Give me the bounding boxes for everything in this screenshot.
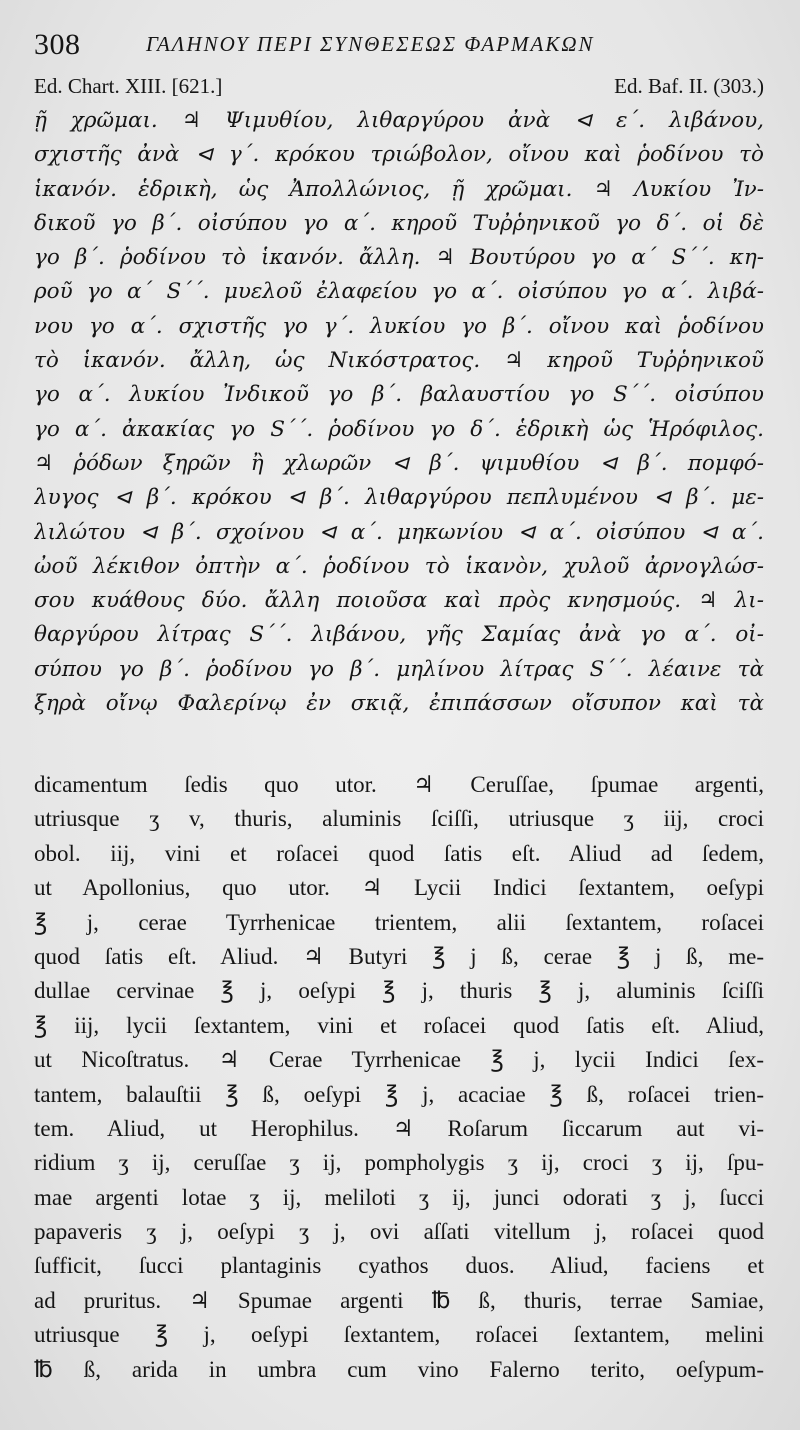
greek-line: λιλώτου ⊲ β΄. σχοίνου ⊲ α΄. μηκωνίου ⊲ α΄. οἰσύπου ⊲ α΄.: [34, 519, 764, 545]
greek-line: ὠοῦ λέκιθον ὀπτὴν α΄. ῥοδίνου τὸ ἱκανὸν, χυλοῦ ἀρνογλώσ-: [34, 553, 764, 579]
edition-reference: [34, 74, 764, 102]
page-number: 308: [34, 28, 81, 61]
latin-line: ſufficit, ſucci plantaginis cyathos duos. Aliud, faciens et: [34, 1253, 764, 1279]
latin-line: ridium ʒ ij, ceruſſae ʒ ij, pompholygis ʒ ij, croci ʒ ij, ſpu-: [34, 1150, 764, 1176]
greek-line: ♃ ῥόδων ξηρῶν ἢ χλωρῶν ⊲ β΄. ψιμυθίου ⊲ β΄. πομφό-: [34, 450, 764, 476]
greek-line: γο α΄. ἀκακίας γο S΄΄. ῥοδίνου γο δ΄. ἑδρικὴ ὡς Ἡρόφιλος.: [34, 416, 764, 442]
latin-line: ad pruritus. ♃ Spumae argenti ℔ ß, thuris, terrae Samiae,: [34, 1287, 764, 1313]
page-header: [34, 28, 774, 68]
greek-line: ξηρὰ οἴνῳ Φαλερίνῳ ἐν σκιᾷ, ἐπιπάσσων οἴσυπον καὶ τὰ: [34, 691, 764, 717]
latin-line: utriusque ʒ v, thuris, aluminis ſciſſi, utriusque ʒ iij, croci: [34, 806, 764, 832]
edition-basel: Ed. Baf. II. (303.): [614, 74, 764, 98]
greek-text-block: [34, 104, 764, 721]
running-title: ΓΑΛΗΝΟΥ ΠΕΡΙ ΣΥΝΘΕΣΕΩΣ ΦΑΡΜΑΚΩΝ: [146, 32, 595, 56]
greek-line: γο β΄. ῥοδίνου τὸ ἱκανόν. ἄλλη. ♃ Βουτύρου γο α΄ S΄΄. κη-: [34, 245, 764, 271]
greek-line: νου γο α΄. σχιστῆς γο γ΄. λυκίου γο β΄. οἴνου καὶ ῥοδίνου: [34, 313, 764, 339]
latin-line: utriusque ℥ j, oeſypi ſextantem, roſacei ſextantem, melini: [34, 1322, 764, 1348]
greek-line: σχιστῆς ἀνὰ ⊲ γ΄. κρόκου τριώβολον, οἴνου καὶ ῥοδίνου τὸ: [34, 142, 764, 168]
latin-line: tem. Aliud, ut Herophilus. ♃ Roſarum ſiccarum aut vi-: [34, 1115, 764, 1141]
greek-line: λυγος ⊲ β΄. κρόκου ⊲ β΄. λιθαργύρου πεπλυμένου ⊲ β΄. με-: [34, 485, 764, 511]
latin-line: ℥ iij, lycii ſextantem, vini et roſacei quod ſatis eſt. Aliud,: [34, 1012, 764, 1038]
latin-text-block: [34, 768, 764, 1387]
latin-line: ut Nicoſtratus. ♃ Cerae Tyrrhenicae ℥ j, lycii Indici ſex-: [34, 1047, 764, 1073]
latin-line: obol. iij, vini et roſacei quod ſatis eſt. Aliud ad ſedem,: [34, 840, 764, 866]
latin-line: quod ſatis eſt. Aliud. ♃ Butyri ℥ j ß, cerae ℥ j ß, me-: [34, 943, 764, 969]
greek-line: δικοῦ γο β΄. οἰσύπου γο α΄. κηροῦ Τυῤῥηνικοῦ γο δ΄. οἱ δὲ: [34, 210, 764, 236]
greek-line: ἱκανόν. ἑδρικὴ, ὡς Ἀπολλώνιος, ῇ χρῶμαι. ♃ Λυκίου Ἰν-: [34, 176, 764, 202]
latin-line: mae argenti lotae ʒ ij, meliloti ʒ ij, junci odorati ʒ j, ſucci: [34, 1184, 764, 1210]
latin-line: ut Apollonius, quo utor. ♃ Lycii Indici ſextantem, oeſypi: [34, 875, 764, 901]
greek-line: ροῦ γο α΄ S΄΄. μυελοῦ ἐλαφείου γο α΄. οἰσύπου γο α΄. λιβά-: [34, 279, 764, 305]
greek-line: τὸ ἱκανόν. ἄλλη, ὡς Νικόστρατος. ♃ κηροῦ Τυῤῥηνικοῦ: [34, 348, 764, 374]
greek-line: σου κυάθους δύο. ἄλλη ποιοῦσα καὶ πρὸς κνησμούς. ♃ λι-: [34, 588, 764, 614]
greek-line: θαργύρου λίτρας S΄΄. λιβάνου, γῆς Σαμίας ἀνὰ γο α΄. οἰ-: [34, 622, 764, 648]
latin-line: ℥ j, cerae Tyrrhenicae trientem, alii ſextantem, roſacei: [34, 909, 764, 935]
greek-line: ῇ χρῶμαι. ♃ Ψιμυθίου, λιθαργύρου ἀνὰ ⊲ ε΄. λιβάνου,: [34, 108, 764, 133]
latin-line: papaveris ʒ j, oeſypi ʒ j, ovi aſſati vitellum j, roſacei quod: [34, 1219, 764, 1245]
greek-line: γο α΄. λυκίου Ἰνδικοῦ γο β΄. βαλαυστίου γο S΄΄. οἰσύπου: [34, 382, 764, 408]
latin-line: dicamentum ſedis quo utor. ♃ Ceruſſae, ſpumae argenti,: [34, 772, 764, 797]
greek-line: σύπου γο β΄. ῥοδίνου γο β΄. μηλίνου λίτρας S΄΄. λέαινε τὰ: [34, 656, 764, 682]
latin-line: tantem, balauſtii ℥ ß, oeſypi ℥ j, acaciae ℥ ß, roſacei trien-: [34, 1081, 764, 1107]
edition-chartier: Ed. Chart. XIII. [621.]: [34, 74, 223, 98]
latin-line: dullae cervinae ℥ j, oeſypi ℥ j, thuris ℥ j, aluminis ſciſſi: [34, 978, 764, 1004]
latin-line: ℔ ß, arida in umbra cum vino Falerno terito, oeſypum-: [34, 1356, 764, 1382]
